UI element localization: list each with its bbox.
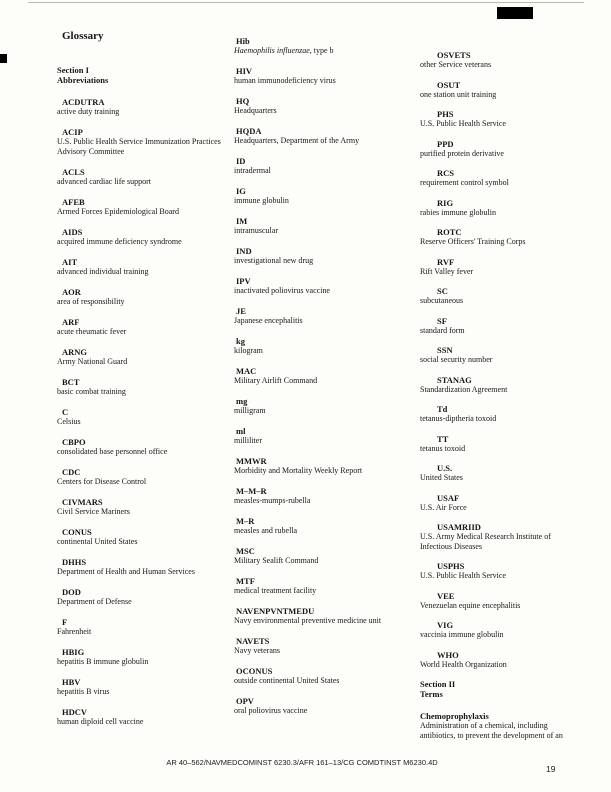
glossary-definition: U.S. Public Health Service [420, 119, 506, 128]
glossary-term: ACLS [62, 166, 85, 177]
section-heading-line: Abbreviations [57, 75, 109, 85]
glossary-definition: investigational new drug [234, 256, 314, 265]
glossary-entry [57, 167, 231, 187]
glossary-entry [57, 347, 231, 367]
glossary-entry [420, 198, 584, 218]
glossary-definition: continental United States [57, 536, 138, 546]
glossary-entry [420, 591, 584, 611]
scan-artifact-top-right [497, 7, 533, 19]
glossary-definition: Navy environmental preventive medicine unit [234, 616, 382, 625]
glossary-definition: basic combat training [57, 386, 126, 396]
glossary-term: Td [437, 404, 448, 414]
glossary-term: PHS [437, 109, 454, 119]
glossary-definition: area of responsibility [57, 296, 125, 306]
glossary-entry [420, 650, 584, 670]
glossary-term: kg [236, 336, 245, 346]
glossary-term: M–M–R [236, 486, 267, 496]
glossary-definition: rabies immune globulin [420, 207, 496, 217]
glossary-definition: Rift Valley fever [420, 266, 474, 276]
glossary-entry [420, 109, 584, 129]
glossary-term: SC [437, 286, 448, 296]
glossary-term: ARNG [62, 346, 88, 357]
glossary-term: mg [236, 396, 248, 406]
glossary-term: CBPO [62, 436, 86, 447]
glossary-definition: Haemophilis influenzae, type b [234, 46, 334, 55]
glossary-term: VIG [437, 620, 454, 630]
glossary-definition: hepatitis B immune globulin [57, 656, 149, 666]
glossary-definition: human immunodeficiency virus [234, 76, 336, 85]
glossary-entry [420, 711, 584, 740]
glossary-definition: immune globulin [234, 196, 289, 205]
glossary-definition: Army National Guard [57, 356, 128, 366]
glossary-definition: milliliter [234, 436, 262, 445]
glossary-term: VEE [437, 590, 455, 601]
glossary-entry [57, 497, 231, 517]
glossary-entry [420, 375, 584, 395]
glossary-entry [420, 80, 584, 100]
glossary-column-3 [420, 50, 584, 750]
glossary-entry [57, 287, 231, 307]
glossary-entry [234, 246, 406, 266]
glossary-term: WHO [437, 649, 459, 660]
glossary-entry [420, 139, 584, 159]
page-title: Glossary [62, 30, 104, 42]
glossary-definition: U.S. Air Force [420, 502, 467, 512]
glossary-definition: Venezuelan equine encephalitis [420, 600, 521, 610]
glossary-definition: one station unit training [420, 89, 497, 99]
glossary-term: HQDA [236, 126, 262, 136]
glossary-entry [234, 456, 406, 476]
section-heading-line: Section I [57, 65, 89, 75]
glossary-entry [57, 557, 231, 577]
glossary-term: RVF [437, 256, 455, 267]
glossary-entry [420, 50, 584, 70]
glossary-entry [57, 227, 231, 247]
glossary-term: DHHS [62, 556, 87, 567]
glossary-term: HBIG [62, 646, 85, 657]
glossary-term: PPD [437, 138, 454, 149]
glossary-definition: inactivated poliovirus vaccine [234, 286, 330, 295]
glossary-term: TT [437, 433, 449, 444]
glossary-definition: tetanus toxoid [420, 443, 466, 453]
glossary-definition: active duty training [57, 107, 120, 116]
glossary-entry [420, 493, 584, 513]
glossary-term: DOD [62, 586, 81, 597]
glossary-term: MAC [236, 366, 257, 376]
glossary-definition: Standardization Agreement [420, 384, 508, 394]
glossary-entry [234, 576, 406, 596]
glossary-entry [57, 317, 231, 337]
glossary-term: ACIP [62, 127, 83, 137]
glossary-definition: measles-mumps-rubella [234, 496, 311, 505]
glossary-term: ml [236, 426, 246, 436]
glossary-definition: tetanus-diptheria toxoid [420, 414, 497, 423]
section-heading-line: Terms [420, 689, 443, 699]
glossary-entry [234, 156, 406, 176]
glossary-definition: Fahrenheit [57, 626, 92, 636]
glossary-term: CIVMARS [62, 496, 103, 507]
glossary-entry [234, 216, 406, 236]
glossary-column-2 [234, 36, 406, 726]
glossary-entry [234, 126, 406, 146]
section-heading [420, 679, 584, 699]
glossary-entry [234, 426, 406, 446]
glossary-definition: medical treatment facility [234, 586, 317, 595]
glossary-term: CONUS [62, 526, 92, 537]
scan-edge-line [28, 2, 584, 3]
glossary-column-1 [57, 30, 231, 737]
glossary-definition: consolidated base personnel office [57, 446, 168, 456]
glossary-definition: U.S. Army Medical Research Institute of Infectious Diseases [420, 532, 551, 551]
glossary-entry [57, 437, 231, 457]
glossary-definition: oral poliovirus vaccine [234, 706, 308, 715]
glossary-entry [57, 707, 231, 727]
glossary-term: AIDS [62, 226, 83, 237]
page-number: 19 [546, 764, 556, 774]
glossary-entry [57, 617, 231, 637]
glossary-term: ACDUTRA [62, 97, 105, 107]
section-heading-line: Section II [420, 679, 456, 689]
glossary-definition: Morbidity and Mortality Weekly Report [234, 466, 363, 475]
glossary-entry [234, 36, 406, 56]
glossary-definition: intradermal [234, 166, 271, 175]
glossary-entry [234, 66, 406, 86]
glossary-definition: social security number [420, 355, 493, 364]
glossary-term: USPHS [437, 561, 465, 571]
glossary-entry [420, 620, 584, 640]
glossary-entry [420, 316, 584, 336]
glossary-definition: United States [420, 473, 463, 482]
glossary-term: CDC [62, 466, 81, 477]
glossary-definition: requirement control symbol [420, 178, 509, 187]
glossary-entry [420, 522, 584, 551]
glossary-definition: Navy veterans [234, 646, 280, 655]
footer-citation: AR 40–562/NAVMEDCOMINST 6230.3/AFR 161–13/CG COMDTINST M6230.4D [166, 758, 438, 767]
glossary-term: F [62, 616, 68, 627]
glossary-entry [57, 467, 231, 487]
glossary-entry [420, 345, 584, 365]
glossary-definition: World Health Organization [420, 659, 507, 669]
glossary-term: ARF [62, 316, 80, 327]
glossary-entry [57, 677, 231, 697]
glossary-definition: Department of Health and Human Services [57, 566, 195, 576]
glossary-entry [234, 516, 406, 536]
glossary-definition: U.S. Public Health Service Immunization Practices Advisory Committee [57, 137, 221, 156]
glossary-term: Hib [236, 36, 250, 46]
glossary-term: MTF [236, 576, 255, 586]
glossary-entry [234, 696, 406, 716]
glossary-definition: Department of Defense [57, 596, 132, 606]
glossary-entry [234, 186, 406, 206]
glossary-entry [234, 486, 406, 506]
glossary-definition: Celsius [57, 416, 81, 426]
glossary-entry [420, 227, 584, 247]
scan-artifact-left-edge [0, 54, 7, 63]
glossary-entry [234, 546, 406, 566]
glossary-term: BCT [62, 376, 80, 387]
glossary-entry [234, 306, 406, 326]
section-heading [57, 65, 231, 85]
glossary-entry [420, 434, 584, 454]
glossary-definition: Centers for Disease Control [57, 476, 147, 486]
glossary-entry [420, 561, 584, 581]
glossary-term: OCONUS [236, 666, 273, 676]
glossary-term: OPV [236, 696, 254, 706]
glossary-entry [420, 404, 584, 424]
glossary-definition: measles and rubella [234, 526, 298, 535]
glossary-entry [57, 197, 231, 217]
glossary-term: Chemoprophylaxis [420, 711, 489, 721]
glossary-term: HQ [236, 96, 250, 106]
glossary-entry [57, 587, 231, 607]
glossary-term: RIG [437, 197, 454, 208]
glossary-term: JE [236, 306, 246, 316]
glossary-term: ROTC [437, 227, 462, 237]
glossary-definition: Reserve Officers' Training Corps [420, 237, 526, 246]
glossary-entry [420, 168, 584, 188]
glossary-definition: purified protein derivative [420, 148, 504, 158]
glossary-entry [234, 96, 406, 116]
glossary-entry [234, 276, 406, 296]
glossary-entry [57, 377, 231, 397]
glossary-term: C [62, 406, 69, 417]
glossary-entry [234, 666, 406, 686]
glossary-definition: Military Airlift Command [234, 376, 318, 385]
glossary-term: U.S. [437, 463, 453, 473]
glossary-entry [57, 647, 231, 667]
glossary-definition: advanced individual training [57, 266, 149, 276]
glossary-definition: acute rheumatic fever [57, 326, 127, 336]
glossary-entry [234, 636, 406, 656]
glossary-term: SF [437, 315, 447, 326]
glossary-entry [57, 407, 231, 427]
glossary-definition: advanced cardiac life support [57, 176, 151, 186]
glossary-term: IM [236, 216, 248, 226]
glossary-term: MMWR [236, 456, 267, 466]
glossary-term: ID [236, 156, 246, 166]
glossary-entry [420, 463, 584, 483]
glossary-definition: Armed Forces Epidemiological Board [57, 206, 179, 216]
glossary-definition: subcutaneous [420, 296, 464, 305]
glossary-definition: milligram [234, 406, 266, 415]
glossary-definition: U.S. Public Health Service [420, 571, 506, 580]
glossary-term: IND [236, 246, 252, 256]
glossary-term: STANAG [437, 374, 472, 385]
glossary-definition: other Service veterans [420, 60, 492, 69]
glossary-entry [57, 97, 231, 117]
glossary-term: SSN [437, 345, 453, 355]
glossary-term: HDCV [62, 706, 88, 717]
glossary-definition: acquired immune deficiency syndrome [57, 236, 182, 246]
glossary-term: NAVETS [236, 636, 270, 646]
glossary-definition: Administration of a chemical, including antibiotics, to prevent the development of an [420, 721, 563, 740]
glossary-entry [234, 336, 406, 356]
glossary-definition: kilogram [234, 346, 263, 355]
glossary-entry [234, 606, 406, 626]
glossary-term: IPV [236, 276, 251, 286]
glossary-entry [420, 257, 584, 277]
glossary-definition: hepatitis B virus [57, 686, 110, 696]
glossary-term: USAMRIID [437, 522, 481, 532]
glossary-term: USAF [437, 492, 460, 503]
glossary-term: OSVETS [437, 50, 471, 60]
glossary-definition: standard form [420, 325, 465, 335]
glossary-term: OSUT [437, 79, 461, 90]
glossary-definition: Headquarters, Department of the Army [234, 136, 360, 145]
glossary-term: NAVENPVNTMEDU [236, 606, 315, 616]
glossary-term: MSC [236, 546, 255, 556]
glossary-term: AFEB [62, 196, 85, 207]
glossary-definition: Japanese encephalitis [234, 316, 303, 325]
glossary-entry [420, 286, 584, 306]
glossary-definition: outside continental United States [234, 676, 340, 685]
glossary-entry [234, 396, 406, 416]
glossary-term: M–R [236, 516, 255, 526]
glossary-entry [57, 527, 231, 547]
glossary-definition: human diploid cell vaccine [57, 716, 144, 726]
glossary-definition: Headquarters [234, 106, 277, 115]
glossary-term: RCS [437, 168, 455, 178]
glossary-term: HBV [62, 676, 81, 687]
glossary-entry [234, 366, 406, 386]
glossary-entry [57, 127, 231, 156]
glossary-definition: Military Sealift Command [234, 556, 319, 565]
glossary-term: IG [236, 186, 246, 196]
glossary-definition: Civil Service Mariners [57, 506, 130, 516]
glossary-entry [57, 257, 231, 277]
glossary-term: AOR [62, 286, 81, 297]
glossary-definition: intramuscular [234, 226, 278, 235]
glossary-term: HIV [236, 66, 253, 76]
glossary-definition: vaccinia immune globulin [420, 630, 504, 639]
glossary-term: AIT [62, 256, 78, 267]
